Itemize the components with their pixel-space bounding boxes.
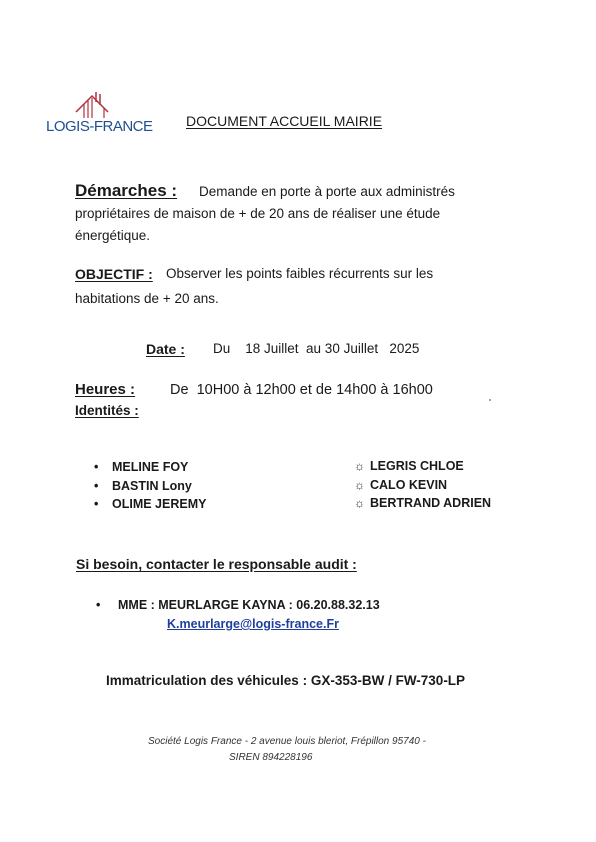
bullet-icon: • (94, 460, 99, 474)
objectif-line-1: Observer les points faibles récurrents sur les (166, 266, 434, 281)
sun-icon: ☼ (354, 478, 365, 492)
heures-value: De 10H00 à 12h00 et de 14h00 à 16h00 (170, 382, 433, 398)
person-left-3 (94, 497, 206, 511)
person-right-1 (354, 459, 464, 473)
person-name: MELINE FOY (112, 460, 189, 474)
footer-address: Société Logis France - 2 avenue louis bleriot, Frépillon 95740 - (148, 736, 426, 747)
person-right-2 (354, 478, 447, 492)
person-name: CALO KEVIN (370, 478, 448, 492)
demarches-line-2: propriétaires de maison de + de 20 ans de réaliser une étude (75, 206, 441, 221)
bullet-icon: • (94, 497, 99, 511)
immatriculation: Immatriculation des véhicules : GX-353-BW / FW-730-LP (106, 673, 466, 688)
person-name: BERTRAND ADRIEN (370, 496, 492, 510)
bullet-icon: • (94, 479, 99, 493)
sun-icon: ☼ (354, 459, 365, 473)
contact-label: Si besoin, contacter le responsable audit : (76, 556, 357, 572)
bullet-icon: • (96, 598, 101, 612)
identites-label: Identités : (75, 403, 139, 418)
date-value: Du 18 Juillet au 30 Juillet 2025 (213, 341, 420, 356)
person-name: LEGRIS CHLOE (370, 459, 464, 473)
footer-siren: SIREN 894228196 (229, 752, 313, 763)
contact-line (96, 598, 380, 612)
sun-icon: ☼ (354, 496, 365, 510)
demarches-label: Démarches : (75, 181, 178, 200)
person-name: OLIME JEREMY (112, 497, 207, 511)
document-title: DOCUMENT ACCUEIL MAIRIE (186, 113, 383, 129)
house-logo-icon (68, 90, 128, 120)
scan-speck (489, 399, 491, 401)
demarches-line-3: énergétique. (75, 228, 151, 243)
person-left-1 (94, 460, 188, 474)
person-name: BASTIN Lony (112, 479, 192, 493)
contact-name-phone: MME : MEURLARGE KAYNA : 06.20.88.32.13 (118, 598, 380, 612)
logo-text: LOGIS-FRANCE (46, 118, 153, 135)
person-left-2 (94, 479, 192, 493)
objectif-label: OBJECTIF : (75, 266, 153, 282)
contact-email-link[interactable]: K.meurlarge@logis-france.Fr (167, 617, 339, 631)
demarches-line-1: Demande en porte à porte aux administrés (199, 184, 455, 199)
objectif-line-2: habitations de + 20 ans. (75, 291, 219, 306)
date-label: Date : (146, 341, 185, 357)
heures-label: Heures : (75, 381, 136, 398)
logo (46, 90, 153, 138)
person-right-3 (354, 496, 491, 510)
